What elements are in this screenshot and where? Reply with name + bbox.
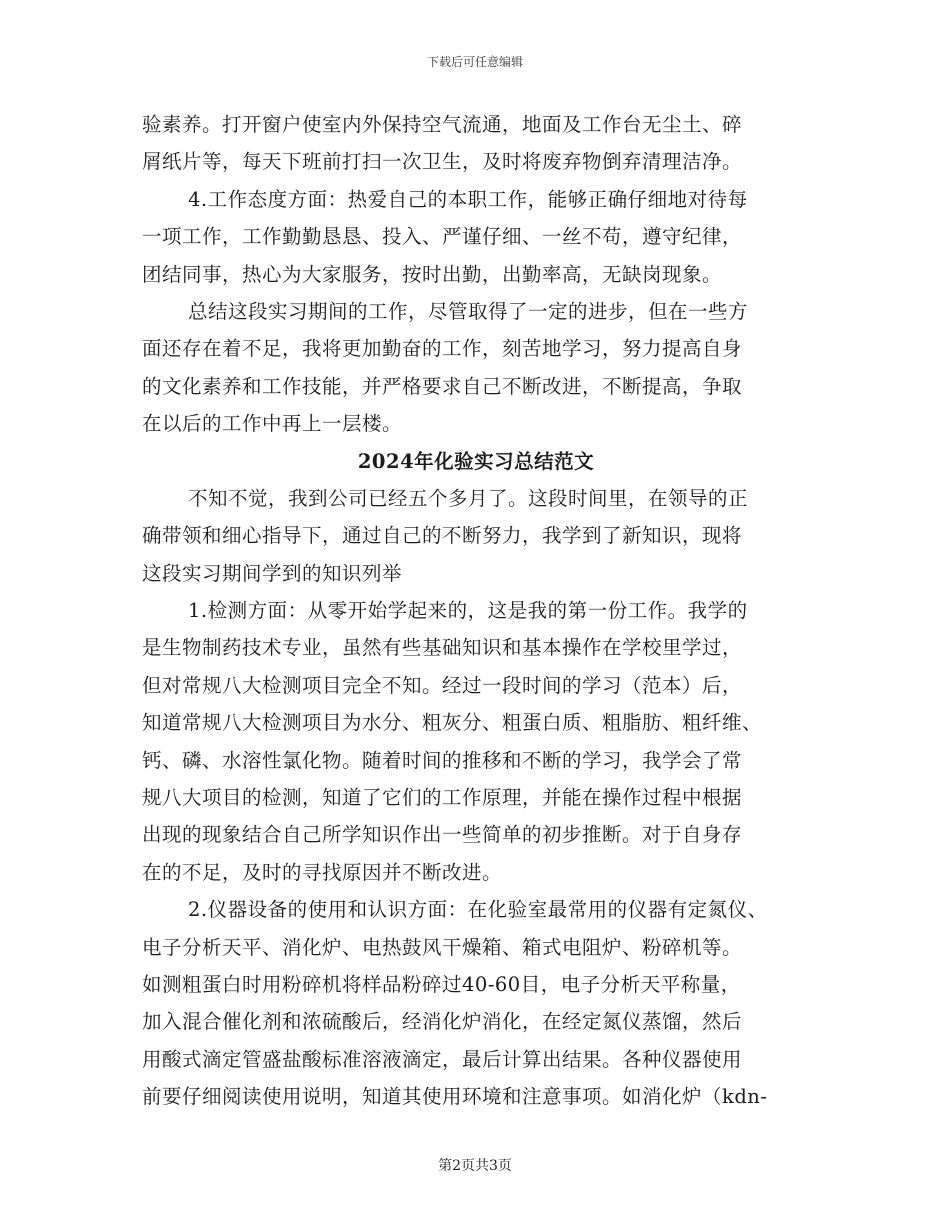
text-line: 电子分析天平、消化炉、电热鼓风干燥箱、箱式电阻炉、粉碎机等。 <box>142 935 743 959</box>
text-line: 但对常规八大检测项目完全不知。经过一段时间的学习（范本）后， <box>142 673 743 697</box>
text-line: 2.仪器设备的使用和认识方面：在化验室最常用的仪器有定氮仪、 <box>188 898 768 922</box>
text-line: 钙、磷、水溶性氯化物。随着时间的推移和不断的学习，我学会了常 <box>142 748 743 772</box>
text-line: 用酸式滴定管盛盐酸标准溶液滴定，最后计算出结果。各种仪器使用 <box>142 1047 743 1071</box>
text-line: 如测粗蛋白时用粉碎机将样品粉碎过40-60目，电子分析天平称量， <box>142 972 741 996</box>
text-line: 总结这段实习期间的工作，尽管取得了一定的进步，但在一些方 <box>188 299 749 323</box>
text-line: 前要仔细阅读使用说明，知道其使用环境和注意事项。如消化炉（kdn- <box>142 1085 768 1109</box>
text-line: 的文化素养和工作技能，并严格要求自己不断改进，不断提高，争取 <box>142 374 743 398</box>
text-line: 在以后的工作中再上一层楼。 <box>142 412 403 436</box>
text-line: 一项工作，工作勤勤恳恳、投入、严谨仔细、一丝不苟，遵守纪律， <box>142 225 743 249</box>
text-line: 在的不足，及时的寻找原因并不断改进。 <box>142 860 503 884</box>
page-header: 下载后可任意编辑 <box>426 55 523 69</box>
text-line: 面还存在着不足，我将更加勤奋的工作，刻苦地学习，努力提高自身 <box>142 337 743 361</box>
text-line: 4.工作态度方面：热爱自己的本职工作，能够正确仔细地对待每 <box>188 187 748 211</box>
text-line: 不知不觉，我到公司已经五个多月了。这段时间里，在领导的正 <box>188 486 749 510</box>
text-line: 确带领和细心指导下，通过自己的不断努力，我学到了新知识，现将 <box>142 524 743 548</box>
section-heading: 2024年化验实习总结范文 <box>357 449 595 473</box>
document-body <box>142 106 810 1116</box>
text-line: 这段实习期间学到的知识列举 <box>142 561 403 585</box>
text-line: 屑纸片等，每天下班前打扫一次卫生，及时将废弃物倒弃清理洁净。 <box>142 150 743 174</box>
text-line: 验素养。打开窗户使室内外保持空气流通，地面及工作台无尘土、碎 <box>142 113 743 136</box>
text-line: 团结同事，热心为大家服务，按时出勤，出勤率高，无缺岗现象。 <box>142 262 723 286</box>
text-line: 规八大项目的检测，知道了它们的工作原理，并能在操作过程中根据 <box>142 786 743 810</box>
text-line: 1.检测方面：从零开始学起来的，这是我的第一份工作。我学的 <box>188 599 748 623</box>
text-line: 加入混合催化剂和浓硫酸后，经消化炉消化，在经定氮仪蒸馏，然后 <box>142 1010 743 1034</box>
text-line: 出现的现象结合自己所学知识作出一些简单的初步推断。对于自身存 <box>142 823 743 847</box>
page-number-footer: 第2页共3页 <box>438 1158 512 1174</box>
text-line: 知道常规八大检测项目为水分、粗灰分、粗蛋白质、粗脂肪、粗纤维、 <box>142 711 763 735</box>
text-line: 是生物制药技术专业，虽然有些基础知识和基本操作在学校里学过， <box>142 636 743 660</box>
